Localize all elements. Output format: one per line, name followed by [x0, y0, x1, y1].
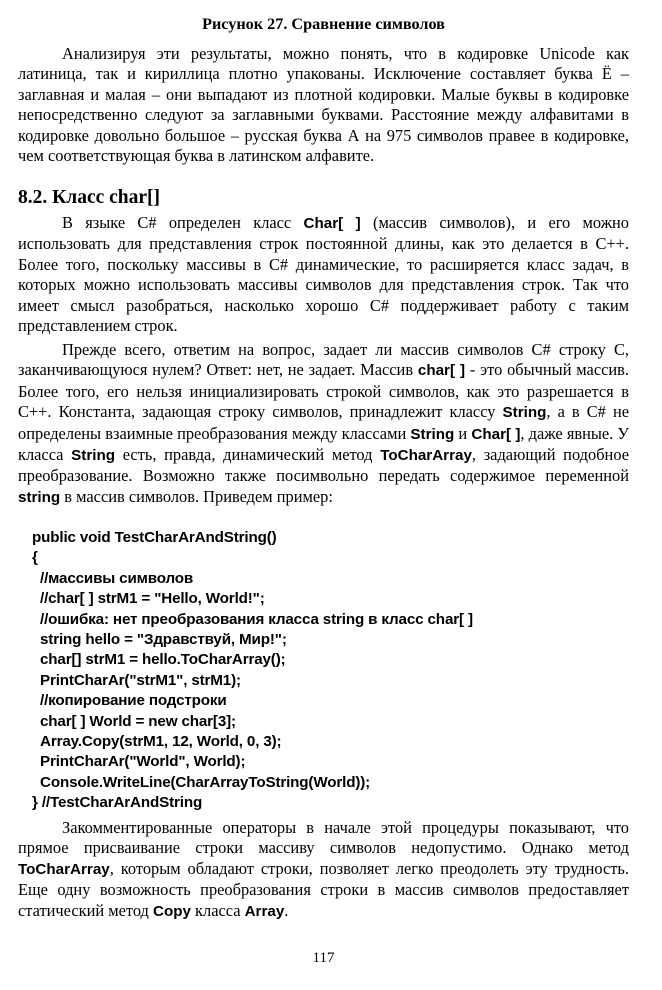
code-line: string hello = "Здравствуй, Мир!"; — [40, 630, 287, 648]
text-run: - это обычный массив. Более того, его нельзя инициализировать строкой символов, как это разрешается в С++. Константа, задающая строку символов, принадлежит классу — [18, 360, 629, 422]
text-run: , задающий подобное преобразование. Возможно также посимвольно передать содержимое переменной — [18, 445, 629, 486]
code-listing — [32, 528, 473, 813]
paragraph-conclusion — [18, 818, 629, 922]
text-run: В языке C# определен класс — [62, 213, 304, 232]
code-line: //копирование подстроки — [40, 692, 227, 710]
code-line: char[ ] World = new char[3]; — [40, 712, 236, 730]
text-run: , которым обладают строки, позволяет легко преодолеть эту трудность. Еще одну возможность преобразования строки в массив символов предоставляет статический метод — [18, 858, 629, 920]
code-term: Array — [244, 902, 285, 920]
text-run: класса — [190, 900, 245, 920]
code-term: String — [71, 447, 116, 465]
code-line: public void TestCharArAndString() — [32, 529, 277, 546]
code-term: string — [18, 488, 61, 506]
text-run: в массив символов. Приведем пример: — [60, 486, 333, 506]
code-line: char[] strM1 = hello.ToCharArray(); — [40, 651, 286, 669]
code-term: Copy — [152, 902, 191, 920]
code-term: String — [502, 404, 547, 422]
code-line: Array.Copy(strM1, 12, World, 0, 3); — [40, 732, 282, 750]
text-run: и — [454, 423, 472, 443]
text-run: есть, правда, динамический метод — [115, 445, 381, 465]
code-term: char[ ] — [417, 362, 466, 380]
paragraph-string-conversion — [18, 340, 629, 508]
figure-caption: Рисунок 27. Сравнение символов — [202, 15, 445, 33]
text-run: , а в C# не определены взаимные преобразования между классами — [18, 402, 629, 443]
code-term: Char[ ] — [471, 425, 521, 443]
page-number: 117 — [312, 950, 335, 966]
code-line: //char[ ] strM1 = "Hello, World!"; — [40, 590, 265, 608]
text-run: , даже явные. У класса — [18, 423, 630, 465]
code-line: Console.WriteLine(CharArrayToString(World)); — [40, 773, 371, 791]
paragraph-unicode-analysis: Анализируя эти результаты, можно понять, что в кодировке Unicode как латиница, так и кириллица плотно упакованы. Исключение составляет буква Ё – заглавная и малая – они выпадают из плотной кодировки. Малые буквы в кодировке непосредственно следуют за заглавными буквами. Расстояние между алфавитами в кодировке довольно большое – русская буква А на 975 символов правее в кодировке, чем соответствующая буква в латинском алфавите. — [18, 44, 629, 166]
section-heading: 8.2. Класс char[] — [18, 187, 161, 208]
text-run: . — [284, 900, 289, 920]
text-run: (массив символов), и его можно использовать для представления строк постоянной длины, как это делается в С++. Более того, поскольку массивы в C# динамические, то расширяется класс задач, в которых можно использовать массивы символов для представления строк. Так что имеет смысл разобраться, насколько хорошо C# поддерживает работу с таким представлением строк. — [18, 213, 629, 336]
code-line: } //TestCharArAndString — [32, 794, 203, 812]
code-line: PrintCharAr("strM1", strM1); — [40, 671, 241, 689]
text-run: Прежде всего, ответим на вопрос, задает ли массив символов C# строку С, заканчивающуюся нулем? Ответ: нет, не задает. Массив — [18, 340, 629, 380]
code-line: { — [32, 549, 38, 567]
code-term: ToCharArray — [380, 447, 472, 465]
code-term: ToCharArray — [18, 860, 110, 878]
code-term: Char[ ] — [303, 215, 361, 232]
code-line: PrintCharAr("World", World); — [40, 753, 246, 771]
text-run: Закомментированные операторы в начале этой процедуры показывают, что прямое присваивание строки массиву символов недопустимо. Однако метод — [18, 818, 629, 858]
paragraph-char-array-intro — [18, 213, 629, 336]
code-line: //массивы символов — [40, 569, 194, 587]
code-term: String — [410, 425, 455, 443]
code-line: //ошибка: нет преобразования класса string в класс char[ ] — [40, 610, 473, 628]
